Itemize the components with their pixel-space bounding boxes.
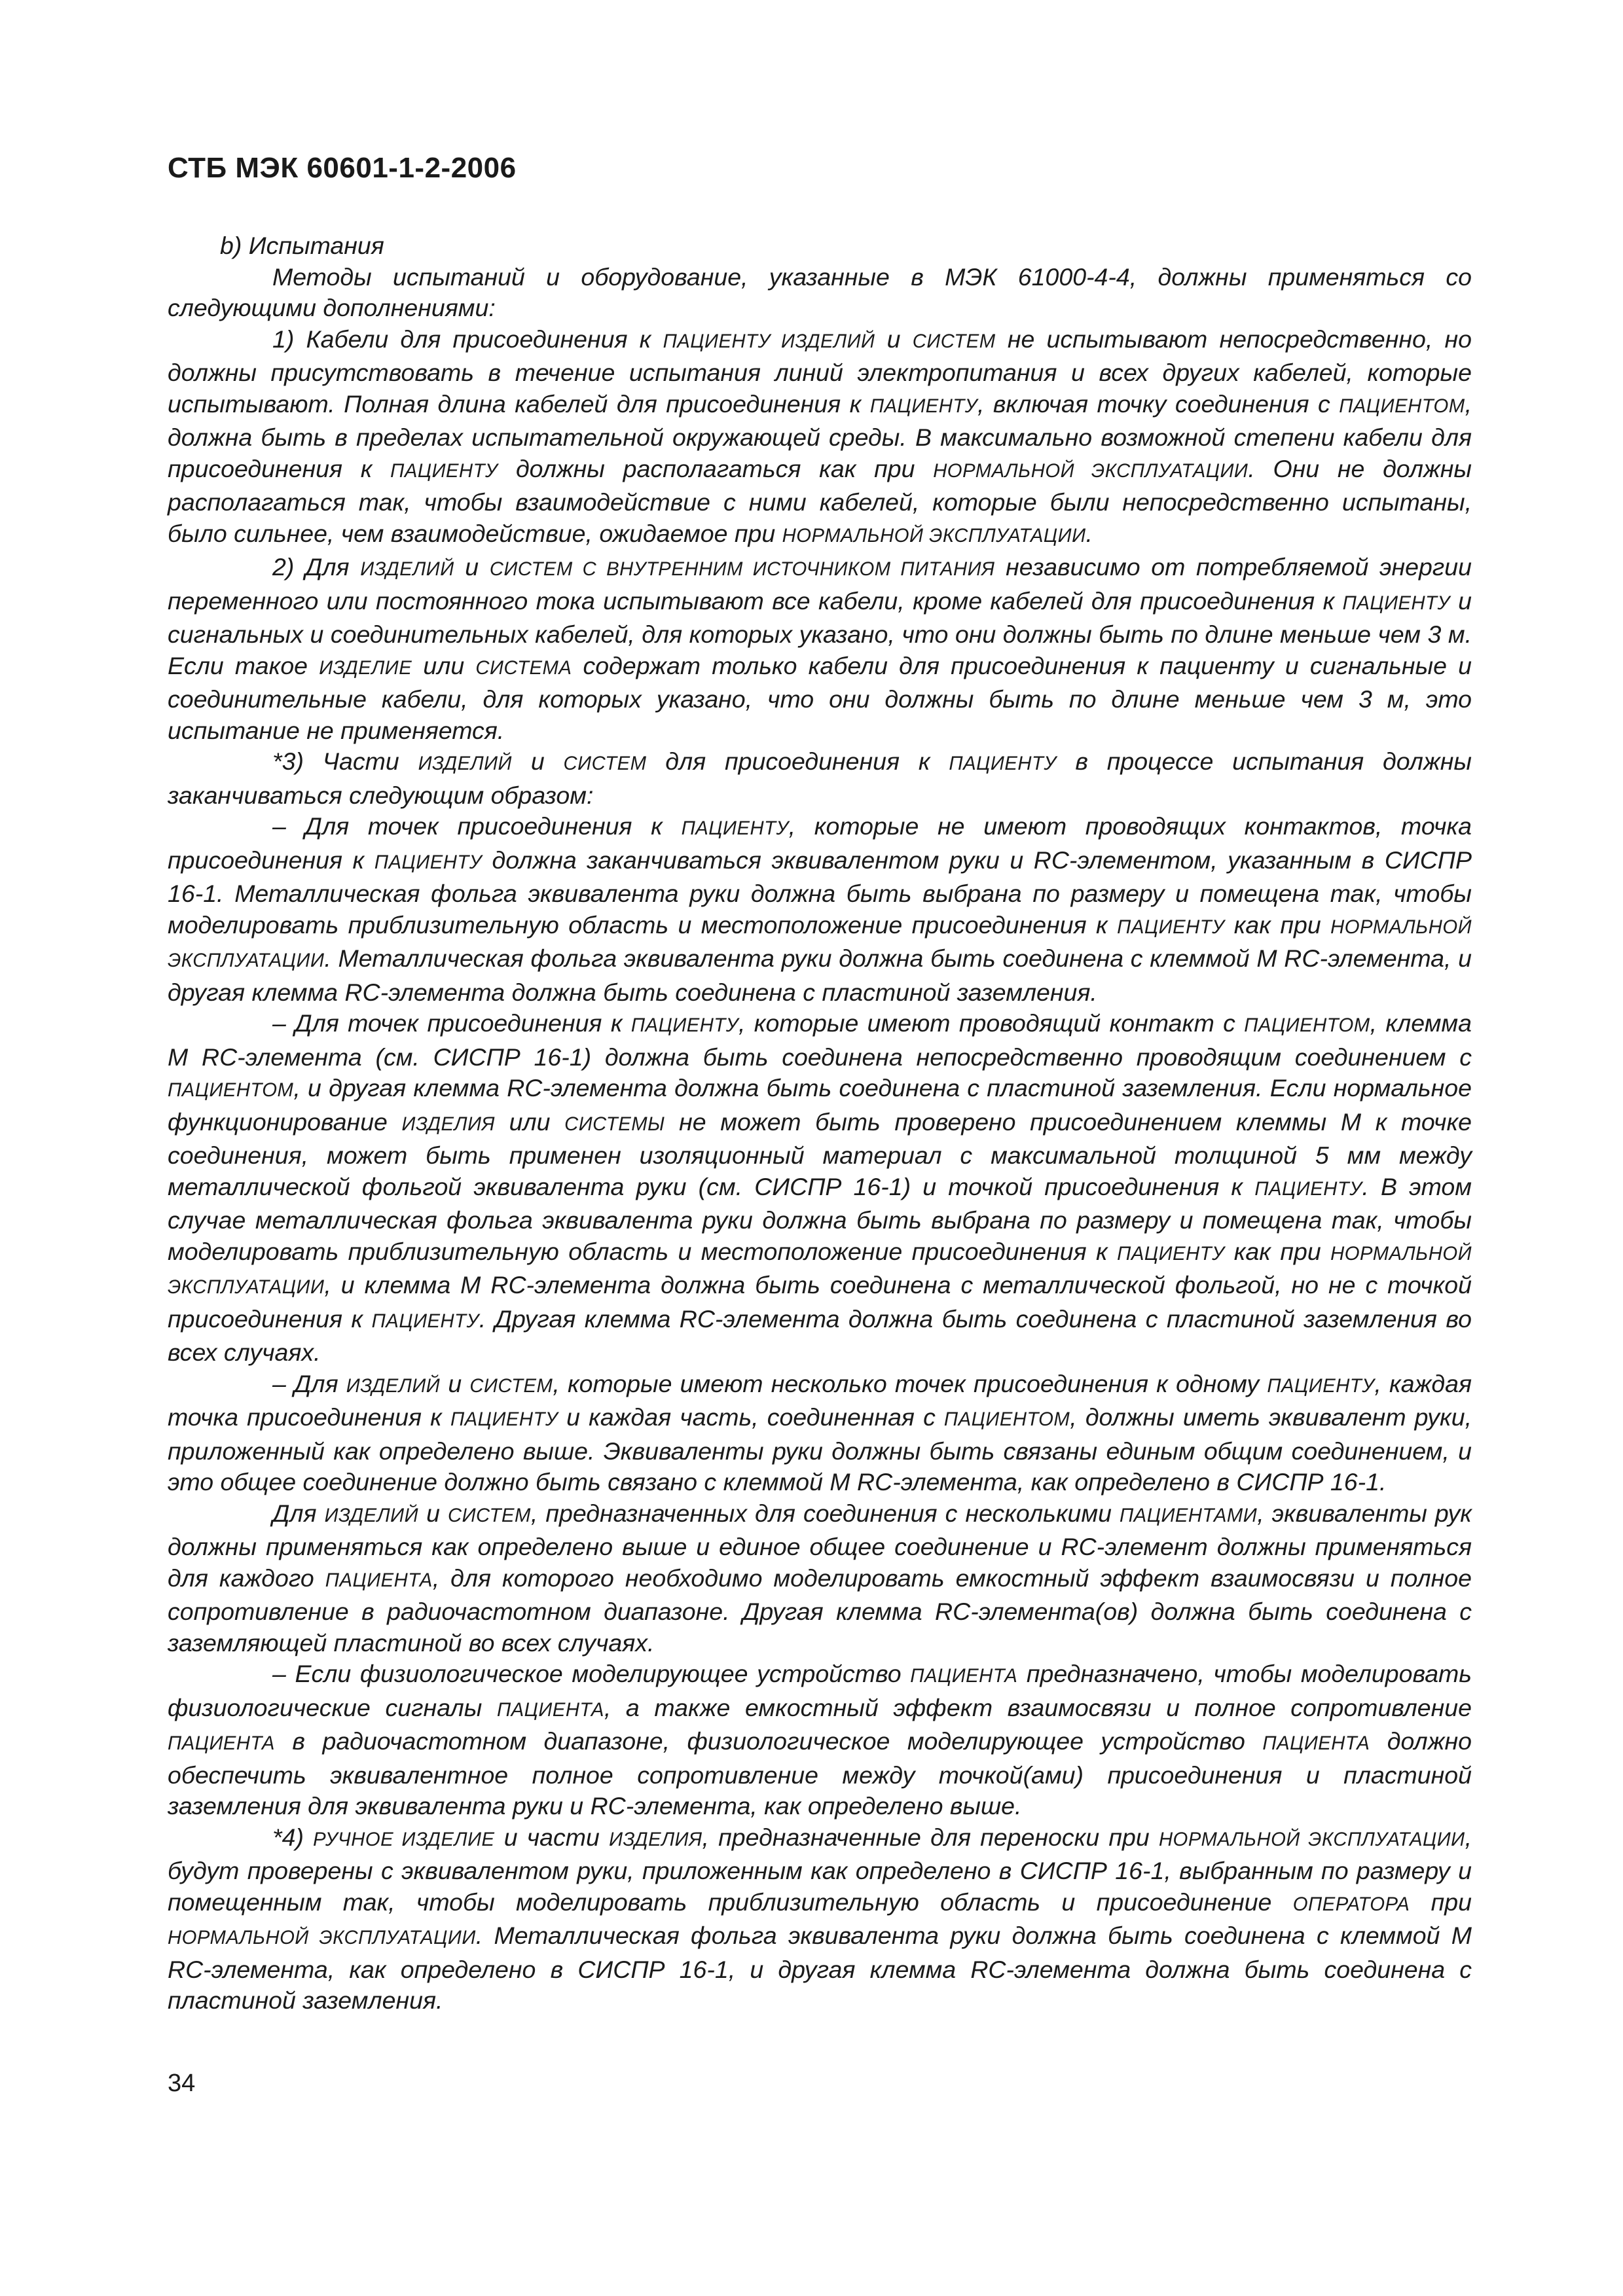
- body-paragraph: [168, 324, 1472, 552]
- text-run: и каждая часть, соединенная с: [558, 1403, 944, 1431]
- body-paragraph: [168, 1822, 1472, 2017]
- defined-term: СИСТЕМ: [447, 1505, 531, 1526]
- body-paragraph: [168, 552, 1472, 746]
- defined-term: ПАЦИЕНТОМ: [1339, 395, 1465, 417]
- text-run: должна заканчиваться эквивалентом руки и RC-элементом, указанным в СИСПР 16-1. Металлическая фольга эквивалента руки должна быть выбрана по размеру и помещена так, чтобы моделировать приблизительную область и местоположение присоединения к: [168, 846, 1472, 939]
- text-run: – Для: [272, 1369, 346, 1397]
- text-run: , клемма М RC-элемента (см. СИСПР 16-1) должна быть соединена непосредственно проводящим соединением с: [168, 1009, 1472, 1071]
- defined-term: ИЗДЕЛИЯ: [401, 1113, 495, 1135]
- text-run: . Металлическая фольга эквивалента руки должна быть соединена с клеммой М RC-элемента, как определено в СИСПР 16-1, и другая клемма RC-элемента должна быть соединена с пластиной заземления.: [168, 1922, 1472, 2014]
- defined-term: ПАЦИЕНТУ: [374, 852, 482, 873]
- defined-term: ИЗДЕЛИЙ: [360, 559, 454, 580]
- defined-term: СИСТЕМ С ВНУТРЕННИМ ИСТОЧНИКОМ ПИТАНИЯ: [489, 559, 995, 580]
- text-run: – Для точек присоединения к: [272, 812, 682, 840]
- defined-term: ПАЦИЕНТА: [1262, 1733, 1370, 1754]
- defined-term: ПАЦИЕНТУ: [869, 395, 977, 417]
- text-run: *4): [272, 1823, 314, 1851]
- defined-term: НОРМАЛЬНОЙ ЭКСПЛУАТАЦИИ: [168, 916, 1472, 971]
- defined-term: СИСТЕМЫ: [564, 1113, 665, 1135]
- text-run: , которые не имеют проводящих контактов, точка присоединения к: [168, 812, 1472, 874]
- text-run: – Для точек присоединения к: [272, 1009, 631, 1037]
- text-run: и части: [494, 1823, 610, 1851]
- body-paragraph: [168, 811, 1472, 1008]
- defined-term: ПАЦИЕНТУ: [1267, 1375, 1375, 1397]
- defined-term: ПАЦИЕНТОМ: [1244, 1015, 1370, 1036]
- defined-term: ПАЦИЕНТУ: [450, 1409, 558, 1430]
- defined-term: НОРМАЛЬНОЙ ЭКСПЛУАТАЦИИ: [933, 460, 1249, 482]
- defined-term: ИЗДЕЛИЙ: [324, 1505, 419, 1526]
- body-paragraph: [168, 1369, 1472, 1498]
- document-body: [168, 230, 1472, 2017]
- defined-term: ОПЕРАТОРА: [1292, 1893, 1410, 1915]
- defined-term: ПАЦИЕНТУ: [371, 1310, 479, 1332]
- text-run: и: [418, 1499, 448, 1527]
- defined-term: ПАЦИЕНТА: [325, 1570, 433, 1591]
- defined-term: ПАЦИЕНТУ: [1117, 1243, 1225, 1265]
- defined-term: ПАЦИЕНТУ: [630, 1015, 739, 1036]
- text-run: Методы испытаний и оборудование, указанные в МЭК 61000-4-4, должны применяться со следующими дополнениями:: [168, 262, 1472, 321]
- defined-term: ПАЦИЕНТУ: [1342, 592, 1450, 614]
- defined-term: ИЗДЕЛИЙ: [346, 1375, 441, 1397]
- defined-term: НОРМАЛЬНОЙ ЭКСПЛУАТАЦИИ: [1158, 1829, 1465, 1850]
- text-run: , эквиваленты рук должны применяться как определено выше и единое общее соединение и RC-элемент должны применяться для каждого: [168, 1499, 1472, 1592]
- text-run: , и клемма М RC-элемента должна быть соединена с металлической фольгой, но не с точкой присоединения к: [168, 1271, 1472, 1333]
- text-run: , предназначенные для переноски при: [702, 1823, 1159, 1851]
- defined-term: НОРМАЛЬНОЙ ЭКСПЛУАТАЦИИ: [168, 1928, 476, 1948]
- defined-term: ПАЦИЕНТУ: [1254, 1178, 1362, 1200]
- text-run: не испытывают непосредственно, но должны присутствовать в течение испытания линий электропитания и всех других кабелей, которые испытывают. Полная длина кабелей для присоединения к: [168, 325, 1472, 418]
- text-run: , а также емкостный эффект взаимосвязи и полное сопротивление: [604, 1693, 1472, 1721]
- text-run: и: [875, 325, 913, 353]
- defined-term: ПАЦИЕНТА: [496, 1699, 604, 1721]
- text-run: . Металлическая фольга эквивалента руки должна быть соединена с клеммой М RC-элемента, и другая клемма RC-элемента должна быть соединена с пластиной заземления.: [168, 944, 1472, 1006]
- defined-term: ПАЦИЕНТОМ: [943, 1409, 1070, 1430]
- defined-term: СИСТЕМ: [469, 1375, 553, 1397]
- text-run: в радиочастотном диапазоне, физиологическое моделирующее устройство: [274, 1727, 1263, 1755]
- text-run: 2) Для: [272, 553, 361, 581]
- text-run: в процессе испытания должны заканчиваться следующим образом:: [168, 747, 1472, 809]
- defined-term: ПАЦИЕНТАМИ: [1119, 1505, 1258, 1526]
- defined-term: ПАЦИЕНТУ: [390, 460, 498, 482]
- text-run: для присоединения к: [646, 747, 949, 775]
- text-run: , которые имеют проводящий контакт с: [738, 1009, 1245, 1037]
- text-run: . Другая клемма RC-элемента должна быть соединена с пластиной заземления во всех случаях.: [168, 1304, 1472, 1366]
- text-run: и: [511, 747, 564, 775]
- text-run: *3) Части: [272, 747, 418, 775]
- text-run: – Если физиологическое моделирующее устройство: [272, 1660, 911, 1687]
- text-run: и: [440, 1369, 470, 1397]
- defined-term: ИЗДЕЛИЯ: [609, 1829, 702, 1850]
- defined-term: ПАЦИЕНТУ ИЗДЕЛИЙ: [663, 331, 875, 352]
- body-paragraph: [168, 1498, 1472, 1659]
- body-paragraph: [168, 262, 1472, 324]
- text-run: независимо от потребляемой энергии переменного или постоянного тока испытывают все кабели, кроме кабелей для присоединения к: [168, 553, 1472, 615]
- defined-term: ИЗДЕЛИЙ: [418, 753, 512, 774]
- defined-term: СИСТЕМА: [475, 657, 572, 679]
- page-number: 34: [168, 2070, 196, 2097]
- defined-term: ПАЦИЕНТУ: [681, 818, 789, 839]
- defined-term: ПАЦИЕНТА: [910, 1666, 1018, 1687]
- standard-header: СТБ МЭК 60601-1-2-2006: [168, 152, 517, 184]
- defined-term: ПАЦИЕНТА: [168, 1733, 275, 1754]
- text-run: , должна быть в пределах испытательной окружающей среды. В максимально возможной степени кабели для присоединения к: [168, 389, 1472, 482]
- text-run: , для которого необходимо моделировать емкостный эффект взаимосвязи и полное сопротивление в радиочастотном диапазоне. Другая клемма RC-элемента(ов) должна быть соединена с заземляющей пластиной во всех случаях.: [168, 1564, 1472, 1657]
- defined-term: ПАЦИЕНТОМ: [168, 1080, 294, 1101]
- text-run: .: [1085, 519, 1093, 547]
- body-paragraph: [168, 1008, 1472, 1369]
- body-paragraph: [168, 1659, 1472, 1822]
- defined-term: ПАЦИЕНТУ: [949, 753, 1057, 774]
- text-run: содержат только кабели для присоединения к пациенту и сигнальные и соединительные кабели, для которых указано, что они должны быть по длине меньше чем 3 м, это испытание не применяется.: [168, 651, 1472, 744]
- text-run: и: [454, 553, 490, 581]
- text-run: , каждая точка присоединения к: [168, 1369, 1472, 1431]
- text-run: , будут проверены с эквивалентом руки, приложенным как определено в СИСПР 16-1, выбранным по размеру и помещенным так, чтобы моделировать приблизительную область и присоединение: [168, 1823, 1472, 1916]
- text-run: , включая точку соединения с: [977, 389, 1340, 418]
- defined-term: РУЧНОЕ ИЗДЕЛИЕ: [313, 1829, 495, 1850]
- text-run: или: [412, 651, 476, 679]
- text-run: при: [1410, 1888, 1472, 1916]
- text-run: , предназначенных для соединения с несколькими: [530, 1499, 1120, 1527]
- text-run: или: [494, 1107, 565, 1136]
- text-run: . Они не должны располагаться так, чтобы взаимодействие с ними кабелей, которые были непосредственно испытаны, было сильнее, чем взаимодействие, ожидаемое при: [168, 454, 1472, 547]
- text-run: b) Испытания: [220, 232, 384, 259]
- text-run: должно обеспечить эквивалентное полное сопротивление между точкой(ами) присоединения и пластиной заземления для эквивалента руки и RC-элемента, как определено выше.: [168, 1727, 1472, 1820]
- defined-term: СИСТЕМ: [563, 753, 647, 774]
- text-run: . В этом случае металлическая фольга эквивалента руки должна быть выбрана по размеру и помещена так, чтобы моделировать приблизительную область и местоположение присоединения к: [168, 1172, 1472, 1265]
- text-run: не может быть проверено присоединением клеммы М к точке соединения, может быть применен изоляционный материал с максимальной толщиной 5 мм между металлической фольгой эквивалента руки (см. СИСПР 16-1) и точкой присоединения к: [168, 1107, 1472, 1200]
- text-run: , которые имеют несколько точек присоединения к одному: [553, 1369, 1267, 1397]
- defined-term: НОРМАЛЬНОЙ ЭКСПЛУАТАЦИИ: [168, 1243, 1472, 1298]
- text-run: как при: [1224, 910, 1331, 939]
- text-run: и сигнальных и соединительных кабелей, для которых указано, что они должны быть по длине меньше чем 3 м. Если такое: [168, 586, 1472, 679]
- text-run: должны располагаться как при: [498, 454, 934, 482]
- body-paragraph: [168, 230, 1472, 262]
- defined-term: СИСТЕМ: [912, 331, 996, 352]
- text-run: предназначено, чтобы моделировать физиологические сигналы: [168, 1660, 1472, 1721]
- text-run: Для: [272, 1499, 325, 1527]
- text-run: 1) Кабели для присоединения к: [272, 325, 663, 353]
- defined-term: ИЗДЕЛИЕ: [319, 657, 412, 679]
- text-run: , и другая клемма RC-элемента должна быть соединена с пластиной заземления. Если нормальное функционирование: [168, 1074, 1472, 1136]
- text-run: как при: [1224, 1237, 1331, 1265]
- body-paragraph: [168, 746, 1472, 811]
- defined-term: НОРМАЛЬНОЙ ЭКСПЛУАТАЦИИ: [782, 525, 1086, 547]
- defined-term: ПАЦИЕНТУ: [1117, 916, 1225, 938]
- text-run: , должны иметь эквивалент руки, приложенный как определено выше. Эквиваленты руки должны быть связаны единым общим соединением, и это общее соединение должно быть связано с клеммой М RC-элемента, как определено в СИСПР 16-1.: [168, 1403, 1472, 1496]
